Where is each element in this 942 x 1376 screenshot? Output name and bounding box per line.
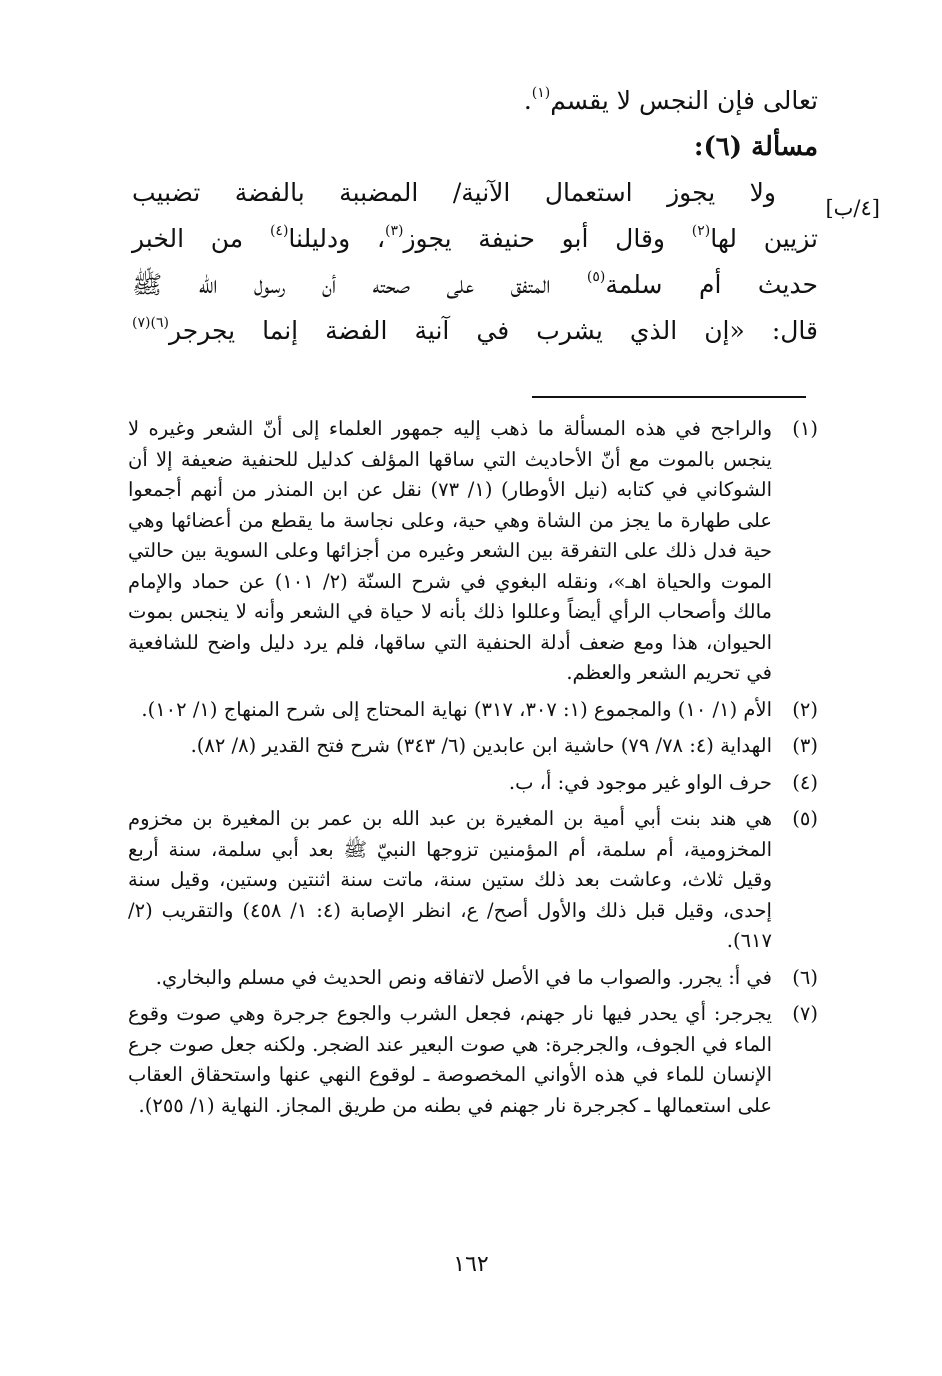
footnote-text: هي هند بنت أبي أمية بن المغيرة بن عبد الله بن عمر بن المغيرة بن مخزوم المخزومية، أم سلمة، أم المؤمنين تزوجها النبيّ ﷺ بعد أبي سلمة، سنة أربع وقيل ثلاث، وعاشت بعد ذلك ستين سنة، ماتت سنة اثنتين وستين، وقيل سنة إحدى، وقيل قبل ذلك والأول أصح/ ع، انظر الإصابة (٤: ١/ ٤٥٨) والتقريب (٢/ ٦١٧). <box>128 807 772 952</box>
footnotes <box>128 414 818 1127</box>
continuation-line <box>132 78 818 124</box>
footnote-item <box>128 695 818 726</box>
footnote-number: (٦) <box>792 965 818 989</box>
footnote-text: الهداية (٤: ٧٨/ ٧٩) حاشية ابن عابدين (٦/ ٣٤٣) شرح فتح القدير (٨/ ٨٢). <box>190 734 772 757</box>
footnote-ref-5: (٥) <box>586 269 606 285</box>
footnote-ref-6-7: (٦)(٧) <box>132 315 169 331</box>
footnote-text: والراجح في هذه المسألة ما ذهب إليه جمهور العلماء إلى أنّ الشعر وغيره لا ينجس بالموت مع أنّ الأحاديث التي ساقها المؤلف كدليل للحنفية ضعيفة إلا أن الشوكاني في كتابه (نيل الأوطار) (١/ ٧٣) نقل عن ابن المنذر من أنهم أجمعوا على طهارة ما يجز من الشاة وهي حية، وعلى نجاسة ما يقطع من أعضائها وهي حية فدل ذلك على التفرقة بين الشعر وغيره من أجزائها وعلى السوية بين حالتي الموت والحياة اهـ»، ونقله البغوي في شرح السنّة (٢/ ١٠١) عن حماد والإمام مالك وأصحاب الرأي أيضاً وعللوا ذلك بأنه لا حياة في الشعر وأنه لا ينجس بموت الحيوان، هذا ومع ضعف أدلة الحنفية التي ساقها، فلم يرد دليل واضح للشافعية في تحريم الشعر والعظم. <box>128 417 772 684</box>
paragraph-line-4: قال: «إن الذي يشرب في آنية الفضة إنما يجرجر$^{(٦)(٧)}$ <box>132 315 818 345</box>
footnote-text: حرف الواو غير موجود في: أ، ب. <box>508 770 772 794</box>
footnote-text: الأم (١/ ١٠) والمجموع (١: ٣٠٧، ٣١٧) نهاية المحتاج إلى شرح المنهاج (١/ ١٠٢). <box>141 697 772 721</box>
continuation-end: . <box>523 86 532 115</box>
footnote-number: (٥) <box>792 807 818 830</box>
footnote-item <box>128 414 818 689</box>
paragraph-line-1: ولا يجوز استعمال الآنية/ المضببة بالفضة تضبيب <box>132 178 776 207</box>
page-number: ١٦٢ <box>453 1252 489 1277</box>
footnote-ref-3: (٣) <box>385 223 404 239</box>
footnote-number: (٢) <box>792 697 818 721</box>
footnote-ref-1: (١) <box>531 85 551 101</box>
footnote-number: (١) <box>792 417 818 440</box>
footnote-item <box>128 963 818 994</box>
footnote-ref-2: (٢) <box>691 223 711 239</box>
footnote-number: (٤) <box>792 770 818 794</box>
issue-paragraph <box>132 170 818 354</box>
main-text <box>132 78 818 354</box>
footnote-separator <box>532 396 806 398</box>
footnote-item <box>128 804 818 957</box>
footnote-text: في أ: يجرر. والصواب ما في الأصل لاتفاقه ونص الحديث في مسلم والبخاري. <box>155 965 772 989</box>
manuscript-folio-marker: [٤/ب] <box>825 196 880 220</box>
footnote-text: يجرجر: أي يحدر فيها نار جهنم، فجعل الشرب والجوع جرجرة وهي صوت وقوع الماء في الجوف، والجرجرة: هي صوت البعير عند الضجر. ولكنه جعل صوت جرع الإنسان للماء في هذه الأواني المخصوصة ـ لوقوع النهي عنها واستحقاق العقاب على استعمالها ـ كجرجرة نار جهنم في بطنه من طريق المجاز. النهاية (١/ ٢٥٥). <box>128 1002 772 1117</box>
footnote-number: (٧) <box>792 1002 818 1025</box>
footnote-item <box>128 999 818 1121</box>
issue-heading: مسألة (٦): <box>693 132 818 162</box>
footnote-ref-4: (٤) <box>269 223 289 239</box>
paragraph-line-3: حديث أم سلمة$^{(٥)}$ المتفق على صحته أن رسول الله ﷺ <box>132 269 818 299</box>
continuation-text: تعالى فإن النجس لا يقسم <box>550 86 818 115</box>
paragraph-line-2: تزيين لها$^{(٢)}$ وقال أبو حنيفة يجوز$^{(٣)}$، ودليلنا$^{(٤)}$ من الخبر <box>132 223 818 253</box>
footnote-number: (٣) <box>792 734 818 757</box>
footnote-item <box>128 731 818 762</box>
footnote-item <box>128 768 818 799</box>
